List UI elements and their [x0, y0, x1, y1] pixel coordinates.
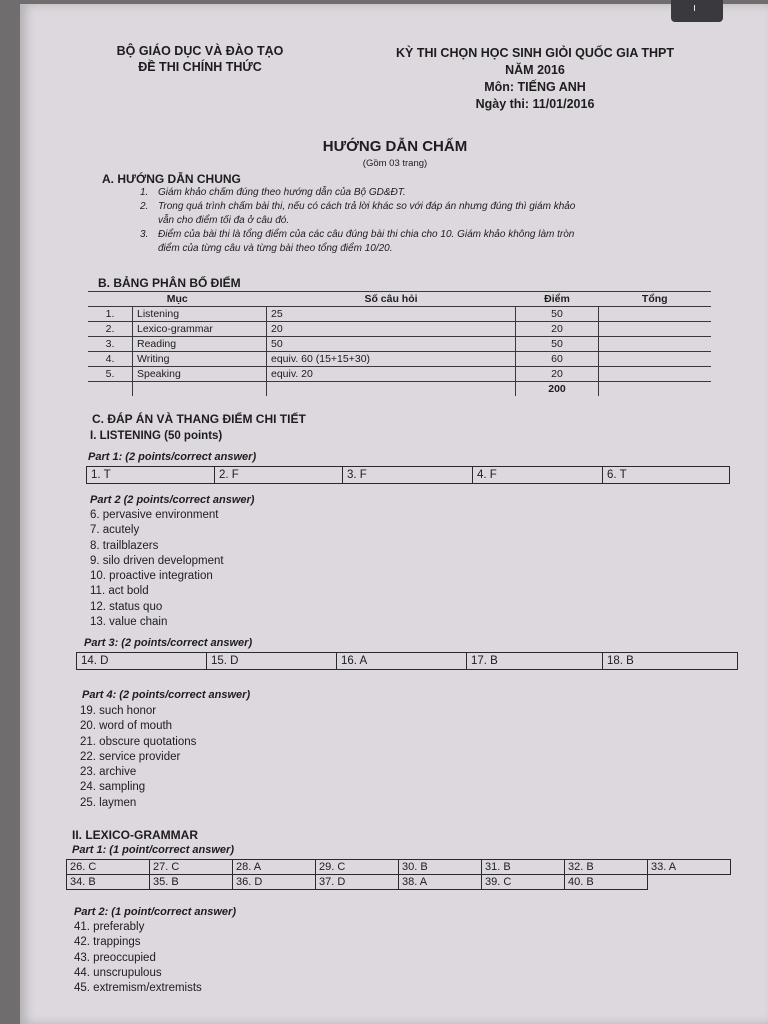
lexico-part1-label: Part 1: (1 point/correct answer)	[72, 844, 234, 856]
list-item: 24. sampling	[80, 781, 146, 794]
exam-date: Ngày thi: 11/01/2016	[475, 97, 595, 111]
answer-cell: 15. D	[207, 653, 337, 669]
list-item: 44. unscrupulous	[74, 966, 162, 979]
exam-answer-key-page	[20, 4, 768, 1024]
answer-cell: 28. A	[233, 860, 316, 875]
answer-cell: 18. B	[607, 655, 634, 667]
lexico-part1-answers	[66, 859, 731, 890]
answer-cell: 14. D	[77, 653, 207, 669]
guide-item: điểm của từng câu và từng bài theo tổng điểm 10/20.	[158, 243, 393, 254]
exam-year: NĂM 2016	[505, 63, 565, 77]
listening-part4-label: Part 4: (2 points/correct answer)	[82, 689, 251, 701]
answer-cell: 40. B	[565, 875, 648, 890]
list-item: 22. service provider	[80, 750, 181, 763]
table-row: 4. Writing equiv. 60 (15+15+30) 60	[88, 352, 711, 367]
guide-item: 1. Giám khảo chấm đúng theo hướng dẫn của Bộ GD&ĐT.	[140, 187, 406, 198]
listening-part2-label: Part 2 (2 points/correct answer)	[90, 494, 255, 506]
document-subtitle: (Gồm 03 trang)	[362, 158, 428, 169]
lexico-part2-answers	[74, 920, 202, 996]
total-points: 200	[516, 382, 599, 397]
listening-part4-answers	[80, 704, 196, 811]
table-row: 1. Listening 25 50	[88, 307, 711, 322]
answer-cell: 30. B	[399, 860, 482, 875]
list-item: 20. word of mouth	[80, 720, 173, 733]
table-row: 3. Reading 50 50	[88, 337, 711, 352]
list-item: 45. extremism/extremists	[74, 982, 202, 995]
table-row	[67, 875, 731, 890]
answer-cell: 17. B	[467, 653, 603, 669]
list-item: 6. pervasive environment	[90, 509, 219, 521]
table-row: 5. Speaking equiv. 20 20	[88, 367, 711, 382]
col-header-total: Tổng	[599, 292, 712, 307]
list-item: 21. obscure quotations	[80, 735, 197, 748]
answer-cell: 33. A	[648, 860, 731, 875]
table-total-row	[88, 382, 711, 397]
col-header-item: Mục	[88, 292, 267, 307]
answer-cell: 2. F	[215, 467, 343, 483]
answer-cell: 6. T	[607, 469, 627, 481]
guide-item: 3. Điểm của bài thi là tổng điểm của các câu đúng bài thi chia cho 10. Giám khảo không làm tròn	[140, 229, 575, 240]
general-guide-list	[140, 186, 720, 256]
table-header-row	[88, 292, 711, 307]
answer-cell: 16. A	[337, 653, 467, 669]
exam-title: KỲ THI CHỌN HỌC SINH GIỎI QUỐC GIA THPT	[395, 46, 674, 60]
section-a-heading: A. HƯỚNG DẪN CHUNG	[102, 172, 241, 186]
lexico-grammar-heading: II. LEXICO-GRAMMAR	[72, 828, 198, 842]
list-item: 19. such honor	[80, 705, 157, 717]
answer-cell: 34. B	[67, 875, 150, 890]
guide-item: vẫn cho điểm tối đa ở câu đó.	[158, 215, 290, 226]
list-item: 23. archive	[80, 766, 137, 779]
col-header-questions: Số câu hỏi	[267, 292, 516, 307]
section-c-heading: C. ĐÁP ÁN VÀ THANG ĐIỂM CHI TIẾT	[92, 412, 306, 426]
list-item: 7. acutely	[90, 524, 140, 537]
ministry-name: BỘ GIÁO DỤC VÀ ĐÀO TẠO	[116, 44, 284, 58]
listening-part1-label: Part 1: (2 points/correct answer)	[88, 451, 257, 463]
answer-cell: 32. B	[565, 860, 648, 875]
listening-part1-answers	[86, 466, 730, 484]
answer-cell: 1. T	[87, 467, 215, 483]
answer-cell: 37. D	[316, 875, 399, 890]
list-item: 25. laymen	[80, 796, 137, 809]
list-item: 42. trappings	[74, 936, 141, 949]
lexico-part2-label: Part 2: (1 point/correct answer)	[74, 906, 236, 918]
list-item: 41. preferably	[74, 921, 145, 933]
listening-part2-answers	[90, 508, 224, 630]
list-item: 43. preoccupied	[74, 951, 156, 964]
corner-mark-icon: ı	[693, 2, 697, 14]
list-item: 11. act bold	[90, 585, 149, 598]
answer-cell: 31. B	[482, 860, 565, 875]
answer-cell: 36. D	[233, 875, 316, 890]
list-item: 12. status quo	[90, 600, 163, 613]
answer-cell: 29. C	[316, 860, 399, 875]
guide-item: 2. Trong quá trình chấm bài thi, nếu có cách trả lời khác so với đáp án nhưng đúng thì giám khảo	[140, 201, 576, 212]
col-header-points: Điểm	[516, 292, 599, 307]
answer-cell: 4. F	[473, 467, 603, 483]
document-title: HƯỚNG DẪN CHẤM	[322, 138, 468, 155]
answer-cell: 26. C	[67, 860, 150, 875]
section-b-heading: B. BẢNG PHÂN BỐ ĐIỂM	[98, 276, 241, 290]
answer-cell: 38. A	[399, 875, 482, 890]
table-row: 2. Lexico-grammar 20 20	[88, 322, 711, 337]
answer-cell: 39. C	[482, 875, 565, 890]
listening-part3-label: Part 3: (2 points/correct answer)	[84, 637, 253, 649]
exam-subject: Môn: TIẾNG ANH	[484, 80, 586, 94]
listening-heading: I. LISTENING (50 points)	[90, 430, 223, 442]
list-item: 8. trailblazers	[90, 539, 159, 552]
official-exam-label: ĐỀ THI CHÍNH THỨC	[138, 60, 262, 74]
device-corner-tab	[671, 0, 723, 22]
answer-cell: 27. C	[150, 860, 233, 875]
list-item: 10. proactive integration	[90, 570, 213, 583]
list-item: 9. silo driven development	[90, 554, 224, 567]
listening-part3-answers	[76, 652, 738, 670]
list-item: 13. value chain	[90, 616, 168, 629]
answer-cell: 3. F	[343, 467, 473, 483]
answer-cell: 35. B	[150, 875, 233, 890]
score-distribution-table	[88, 291, 711, 396]
table-row	[67, 860, 731, 875]
